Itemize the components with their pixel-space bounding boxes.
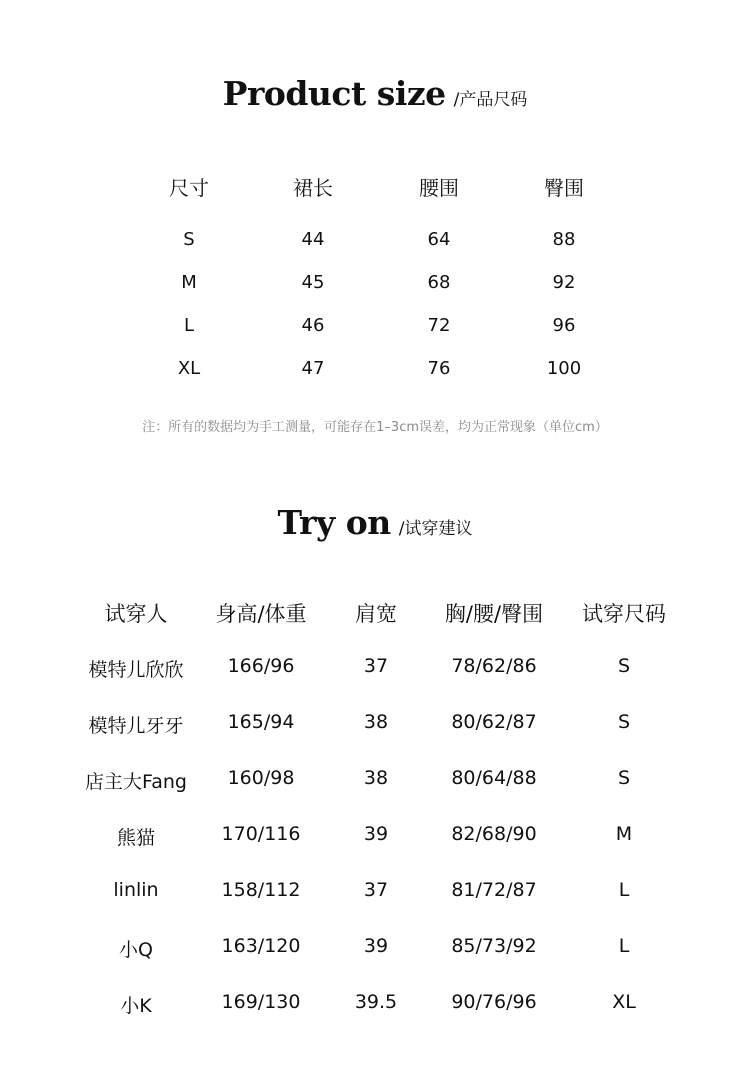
try-table-cell: 82/68/90 [451,823,537,845]
try-table-cell: M [615,823,633,845]
try-table-cell: 170/116 [221,823,301,845]
size-table-cell: 92 [552,272,576,293]
try-title-en: Try on [277,503,391,542]
try-table-cell: 85/73/92 [451,935,537,957]
size-table-cell: S [183,229,195,250]
size-table-cell: 64 [427,229,451,250]
size-table-cell: 44 [301,229,325,250]
try-table-cell: 模特儿欣欣 [88,659,184,681]
size-table-cell: 72 [427,315,451,336]
try-table-cell: 37 [363,879,389,901]
size-table-cell: XL [177,358,201,379]
try-table-cell: 81/72/87 [451,879,537,901]
try-table-cell: S [617,711,631,733]
size-section-title [0,74,750,113]
try-table-cell: 39 [363,935,389,957]
size-header-cell: 裙长 [293,176,333,200]
try-table-cell: S [617,767,631,789]
try-table-cell: 模特儿牙牙 [88,715,184,737]
try-table-cell: 163/120 [221,935,301,957]
try-section-title [0,503,750,542]
try-header-cell: 试穿人 [104,602,168,626]
size-table-cell: 47 [301,358,325,379]
size-table-cell: 96 [552,315,576,336]
size-table-cell: 88 [552,229,576,250]
size-header-cell: 尺寸 [169,176,209,200]
try-header-cell: 试穿尺码 [582,602,666,626]
try-table-cell: L [618,935,630,957]
try-table-cell: 169/130 [221,991,301,1013]
try-table-cell: 38 [363,711,389,733]
size-table-cell: M [181,272,197,293]
try-table-cell: 78/62/86 [451,655,537,677]
try-table-cell: S [617,655,631,677]
try-header-cell: 胸/腰/臀围 [444,602,544,626]
try-table-cell: 37 [363,655,389,677]
try-table-cell: 90/76/96 [451,991,537,1013]
try-table-cell: XL [612,991,636,1013]
size-title-zh: /产品尺码 [453,90,528,110]
size-table-cell: 100 [546,358,582,379]
try-table-cell: 80/64/88 [451,767,537,789]
try-table-cell: 160/98 [227,767,295,789]
try-table-cell: 80/62/87 [451,711,537,733]
size-header-cell: 腰围 [419,176,459,200]
size-table-cell: 68 [427,272,451,293]
try-table-cell: 38 [363,767,389,789]
try-table-cell: 店主大Fang [85,771,187,793]
try-table-cell: 166/96 [227,655,295,677]
size-table-cell: 46 [301,315,325,336]
size-table-cell: L [183,315,195,336]
try-header-cell: 肩宽 [355,602,397,626]
try-table-cell: 熊猫 [116,827,156,849]
measurement-note: 注：所有的数据均为手工测量，可能存在1–3cm误差，均为正常现象（单位cm） [142,420,608,435]
try-table-cell: 39 [363,823,389,845]
size-table-cell: 76 [427,358,451,379]
try-title-zh: /试穿建议 [398,519,473,539]
try-table-cell: L [618,879,630,901]
try-table-cell: 39.5 [354,991,398,1013]
try-table-cell: 小Q [119,939,153,961]
try-table-cell: 158/112 [221,879,301,901]
size-table-cell: 45 [301,272,325,293]
size-title-en: Product size [222,74,446,113]
try-table-cell: 165/94 [227,711,295,733]
try-table-cell: 小K [120,995,152,1017]
size-header-cell: 臀围 [544,176,584,200]
try-header-cell: 身高/体重 [215,602,307,626]
try-table-cell: linlin [113,879,159,901]
